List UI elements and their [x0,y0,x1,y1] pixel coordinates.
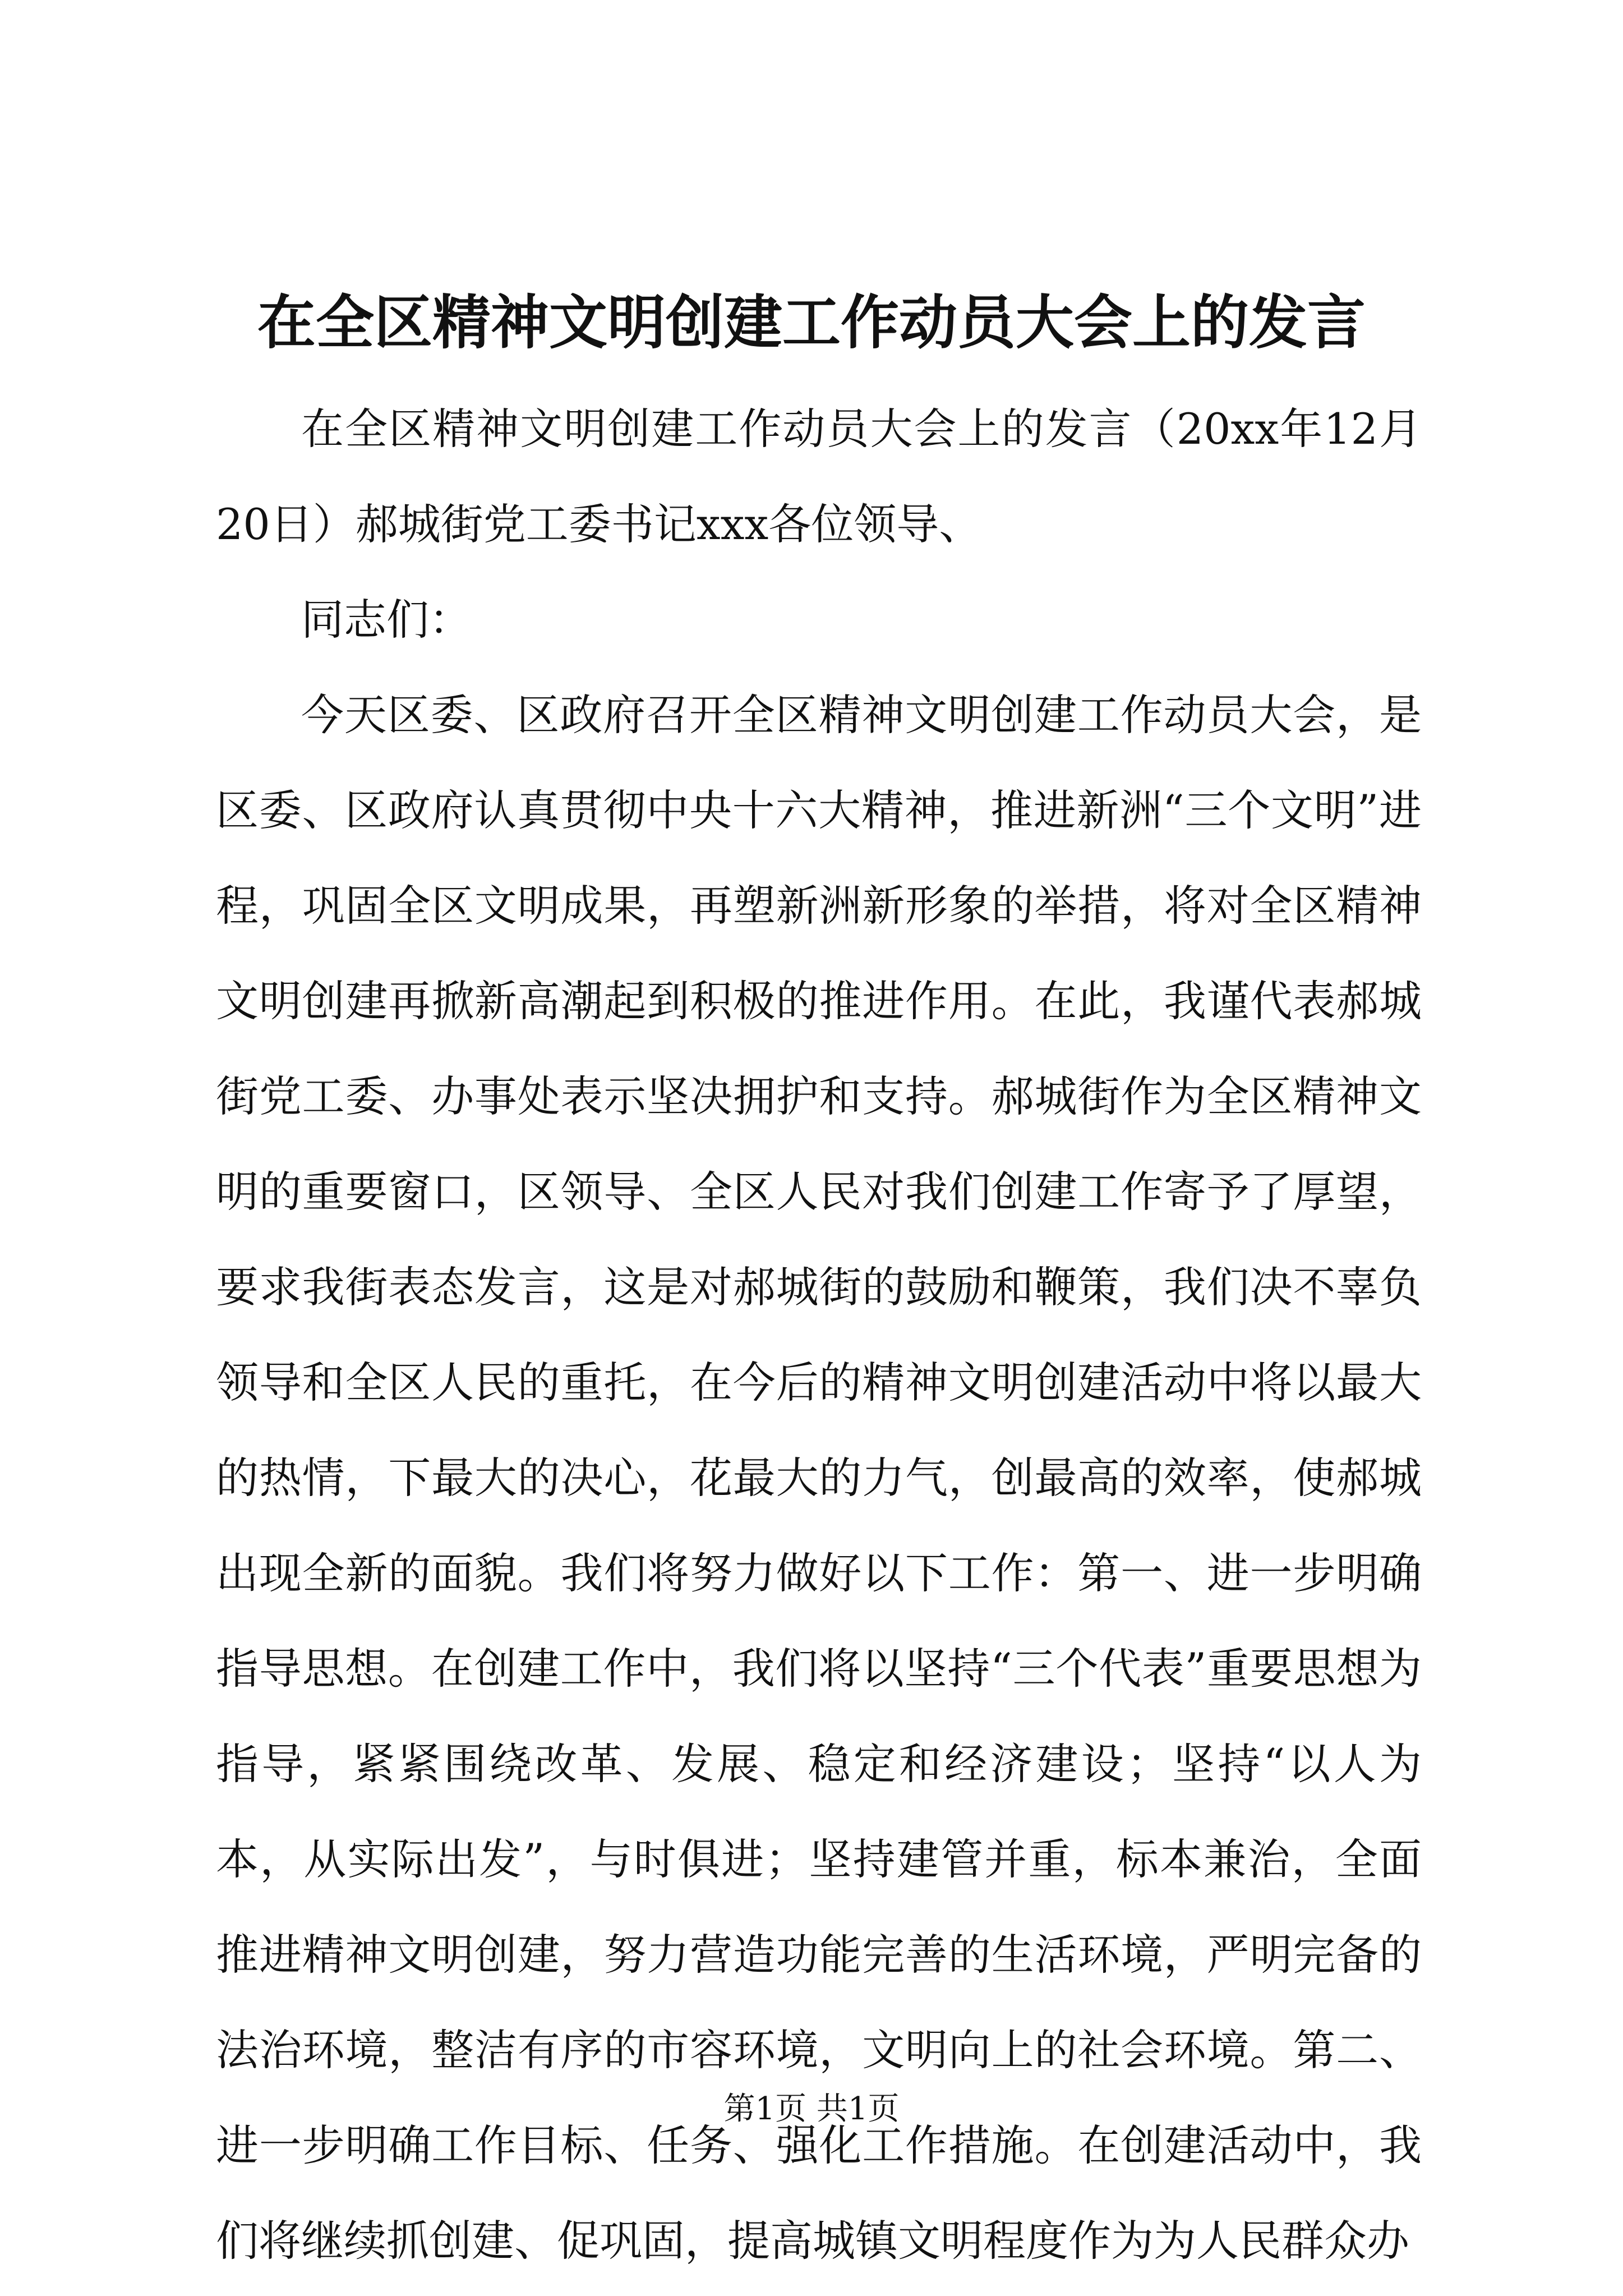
paragraph-salutation: 同志们： [301,595,472,645]
paragraph-main: 今天区委、区政府召开全区精神文明创建工作动员大会，是区委、区政府认真贯彻中央十六大精神，推进新洲“三个文明”进程，巩固全区文明成果，再塑新洲新形象的举措，将对全区精神文明创建再掀新高潮起到积极的推进作用。在此，我谨代表郝城街党工委、办事处表示坚决拥护和支持。郝城街作为全区精神文明的重要窗口，区领导、全区人民对我们创建工作寄予了厚望，要求我街表态发言，这是对郝城街的鼓励和鞭策，我们决不辜负领导和全区人民的重托，在今后的精神文明创建活动中将以最大的热情，下最大的决心，花最大的力气，创最高的效率，使郝城出现全新的面貌。我们将努力做好以下工作：第一、进一步明确指导思想。在创建工作中，我们将以坚持“三个代表”重要思想为指导，紧紧围绕改革、发展、稳定和经济建设；坚持“以人为本，从实际出发”，与时俱进；坚持建管并重，标本兼治，全面推进精神文明创建，努力营造功能完善的生活环境，严明完备的法治环境，整洁有序的市容环境，文明向上的社会环境。第二、进一步明确工作目标、任务、强化工作措施。在创建活动中，我们将继续抓创建、促巩固，提高城镇文明程度作为为人民群众办 [216,690,1422,2266]
page-footer: 第1页 共1页 [723,2091,900,2127]
document-body [216,381,1422,2289]
paragraph-heading-line: 在全区精神文明创建工作动员大会上的发言（20xx年12月20日）郝城街党工委书记xxx各位领导、 [216,404,1422,549]
document-title: 在全区精神文明创建工作动员大会上的发言 [257,288,1366,357]
